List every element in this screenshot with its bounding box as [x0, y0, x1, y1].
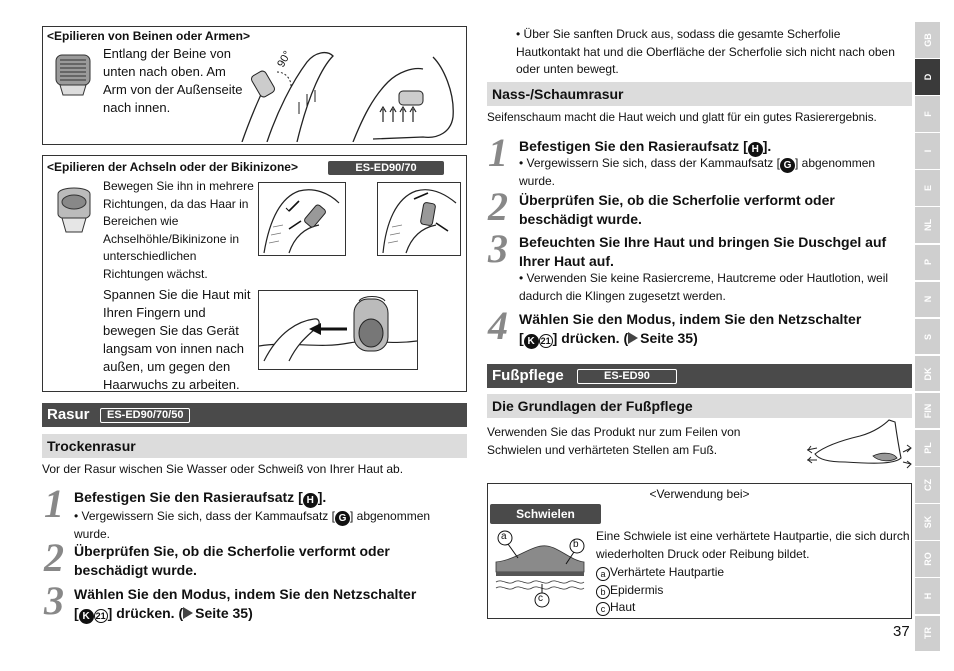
language-tab-nl[interactable] — [915, 207, 940, 243]
diagram-mark-b: b — [573, 539, 579, 550]
foot-illustration — [805, 418, 912, 470]
dry-step-1-note: • Vergewissern Sie sich, dass der Kammaufsatz [ G ] abgenommen wurde. — [74, 509, 431, 541]
language-tab-pl[interactable] — [915, 430, 940, 466]
trockenrasur-subtitle: Trockenrasur — [47, 438, 136, 454]
trockenrasur-bar — [42, 434, 467, 458]
language-tab-dk[interactable] — [915, 356, 940, 392]
armpit-text-1: Bewegen Sie ihn in mehrere Richtungen, da das Haar in Bereichen wie Achselhöhle/Bikinizone in unterschiedlichen Richtungen wächst. — [103, 179, 254, 281]
ref-21-mark: 21 — [540, 336, 551, 346]
language-tab-f[interactable] — [915, 96, 940, 132]
epilator-cap-icon — [52, 184, 96, 234]
language-tab-d[interactable] — [915, 59, 940, 95]
language-tab-p[interactable] — [915, 245, 940, 281]
language-tab-label: I — [922, 149, 933, 153]
language-tab-sk[interactable] — [915, 504, 940, 540]
nass-bar — [487, 82, 912, 106]
part-g-icon: G — [335, 511, 350, 526]
wet-step-2-title: Überprüfen Sie, ob die Scherfolie verformt oder beschädigt wurde. — [519, 192, 835, 227]
language-tab-label: DK — [922, 367, 933, 381]
language-tab-ro[interactable] — [915, 541, 940, 577]
arm-epilation-illustration — [343, 47, 465, 142]
schwielen-badge: Schwielen — [490, 504, 601, 524]
language-tab-label: H — [922, 592, 933, 600]
diagram-mark-a: a — [501, 531, 507, 542]
wet-step-number-3: 3 — [488, 226, 508, 271]
language-tab-label: CZ — [922, 478, 933, 491]
page-ref-arrow-icon — [628, 332, 638, 344]
language-tab-label: E — [922, 185, 933, 192]
ref-21-mark: 21 — [95, 611, 106, 621]
diagram-mark-c: c — [538, 593, 543, 604]
fusspflege-title: Fußpflege — [492, 367, 564, 384]
trockenrasur-intro: Vor der Rasur wischen Sie Wasser oder Schweiß von Ihrer Haut ab. — [42, 462, 404, 476]
armpit-model-badge: ES-ED90/70 — [328, 161, 444, 175]
nass-subtitle: Nass-/Schaumrasur — [492, 86, 624, 102]
dry-step-number-2: 2 — [44, 535, 64, 580]
rasur-section-bar — [42, 403, 467, 427]
language-tab-label: S — [922, 333, 933, 340]
wet-step-4-title: Wählen Sie den Modus, indem Sie den Netzschalter [ K 21 ] drücken. ( Seite 35) — [519, 311, 862, 347]
rasur-model-badge: ES-ED90/70/50 — [100, 408, 190, 423]
fusspflege-section-bar — [487, 364, 912, 388]
language-tab-fin[interactable] — [915, 393, 940, 429]
legend-item-b: b Epidermis — [596, 582, 911, 600]
skin-stretch-illustration — [258, 290, 418, 370]
language-tab-n[interactable] — [915, 282, 940, 318]
wet-step-1-title: Befestigen Sie den Rasieraufsatz [ H ]. — [519, 138, 772, 155]
language-tab-label: P — [922, 259, 933, 266]
armpit-bikini-heading: <Epilieren der Achseln oder der Bikinizone> — [47, 160, 298, 174]
language-tab-label: N — [922, 296, 933, 303]
legs-arms-heading: <Epilieren von Beinen oder Armen> — [47, 29, 250, 43]
language-tab-e[interactable] — [915, 170, 940, 206]
part-g-icon: G — [780, 158, 795, 173]
callus-box — [487, 483, 912, 619]
language-tab-cz[interactable] — [915, 467, 940, 503]
wet-step-1-note: • Vergewissern Sie sich, dass der Kammaufsatz [ G ] abgenommen wurde. — [519, 156, 876, 188]
language-tab-s[interactable] — [915, 319, 940, 355]
callus-box-heading: <Verwendung bei> — [649, 487, 750, 501]
fusspflege-model-badge: ES-ED90 — [577, 369, 677, 384]
rasur-title: Rasur — [47, 406, 90, 423]
language-tab-label: D — [922, 73, 933, 81]
wet-step-number-4: 4 — [488, 303, 508, 348]
epilator-head-icon — [50, 51, 96, 97]
top-bullet: • Über Sie sanften Druck aus, sodass die gesamte Scherfolie Hautkontakt hat und die Oberfläche der Scherfolie sich nicht nach oben oder unten bewegt. — [516, 27, 895, 76]
nass-intro: Seifenschaum macht die Haut weich und glatt für ein gutes Rasierergebnis. — [487, 111, 877, 124]
armpit-bikini-box — [42, 155, 467, 392]
wet-step-number-2: 2 — [488, 184, 508, 229]
foot-intro: Verwenden Sie das Produkt nur zum Feilen von Schwielen und verhärteten Stellen am Fuß. — [487, 425, 741, 457]
legs-arms-text: Entlang der Beine von unten nach oben. Am Arm von der Außenseite nach innen. — [103, 46, 243, 115]
language-tab-label: RO — [922, 552, 933, 566]
language-tab-h[interactable] — [915, 578, 940, 614]
dry-step-number-1: 1 — [44, 481, 64, 526]
legend-item-c: c Haut — [596, 599, 911, 617]
part-h-icon: H — [303, 493, 318, 508]
callus-description: Eine Schwiele ist eine verhärtete Hautpartie, die sich durch wiederholten Druck oder Reibung bildet. — [596, 529, 910, 561]
wet-step-3-note: • Verwenden Sie keine Rasiercreme, Hautcreme oder Hautlotion, weil dadurch die Klingen zugesetzt werden. — [519, 271, 889, 303]
foot-basics-subtitle: Die Grundlagen der Fußpflege — [492, 398, 693, 414]
page-number: 37 — [893, 623, 910, 640]
language-tab-label: NL — [922, 219, 933, 232]
foot-basics-bar — [487, 394, 912, 418]
angle-label: 90° — [275, 49, 294, 70]
language-tab-label: F — [922, 111, 933, 117]
part-h-icon: H — [748, 142, 763, 157]
page-ref-arrow-icon — [183, 607, 193, 619]
part-k-icon: K — [524, 334, 539, 349]
dry-step-1-title: Befestigen Sie den Rasieraufsatz [ H ]. — [74, 489, 327, 506]
dry-step-2-title: Überprüfen Sie, ob die Scherfolie verformt oder beschädigt wurde. — [74, 543, 390, 578]
language-tab-tr[interactable] — [915, 616, 940, 652]
legs-arms-box — [42, 26, 467, 145]
wet-step-number-1: 1 — [488, 130, 508, 175]
language-tab-i[interactable] — [915, 133, 940, 169]
armpit-illustration-right — [377, 182, 461, 256]
skin-layer-diagram — [492, 528, 588, 608]
dry-step-number-3: 3 — [44, 578, 64, 623]
language-tab-label: TR — [922, 627, 933, 640]
callus-legend — [596, 564, 911, 617]
legend-item-a: a Verhärtete Hautpartie — [596, 564, 911, 582]
armpit-illustration-left — [258, 182, 346, 256]
wet-step-3-title: Befeuchten Sie Ihre Haut und bringen Sie Duschgel auf Ihrer Haut auf. — [519, 234, 887, 269]
language-tab-label: SK — [922, 515, 933, 529]
armpit-text-2: Spannen Sie die Haut mit Ihren Fingern und bewegen Sie das Gerät langsam von innen nach außen, um gegen den Haarwuchs zu arbeiten. — [103, 287, 251, 392]
leg-epilation-illustration — [237, 42, 337, 142]
language-tab-gb[interactable] — [915, 22, 940, 58]
language-tab-label: GB — [922, 33, 933, 47]
part-k-icon: K — [79, 609, 94, 624]
language-tab-label: FIN — [922, 403, 933, 418]
language-tabs — [915, 22, 940, 653]
dry-step-3-title: Wählen Sie den Modus, indem Sie den Netzschalter [ K 21 ] drücken. ( Seite 35) — [74, 586, 417, 622]
language-tab-label: PL — [922, 442, 933, 454]
